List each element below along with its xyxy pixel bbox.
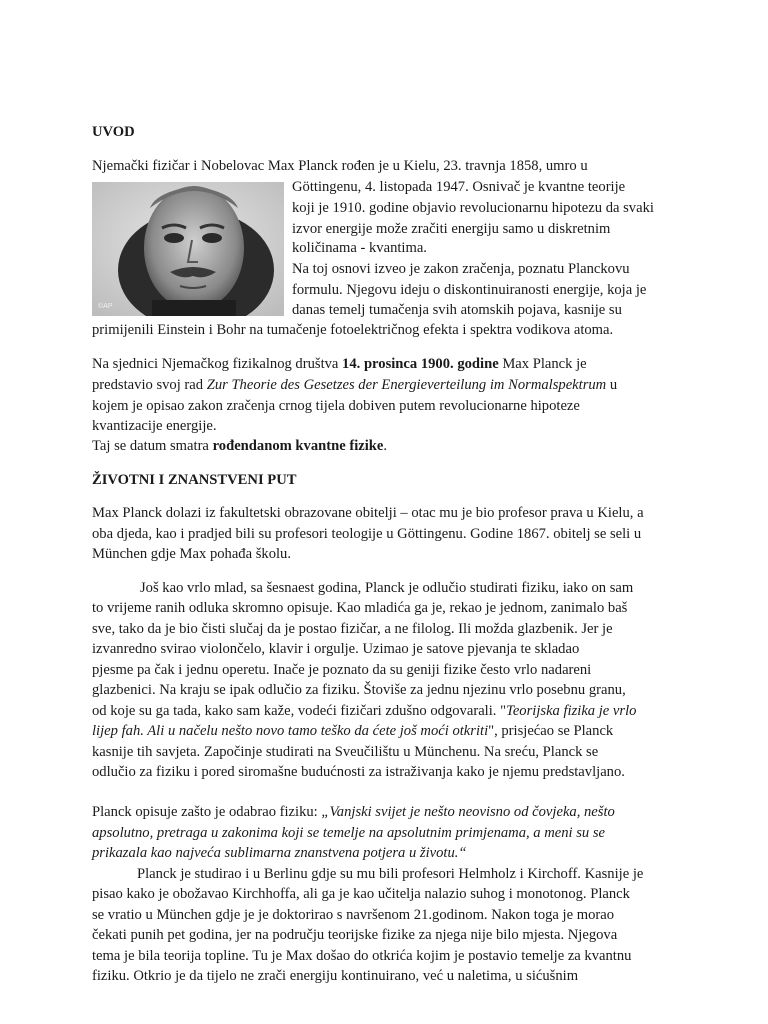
intro-p2-line: kojem je opisao zakon zračenja crnog tijela dobiven putem revolucionarne hipoteze — [92, 398, 580, 414]
intro-p2-line: kvantizacije energije. — [92, 418, 217, 434]
text-run: od koje su ga tada, kako sam kaže, vodeći fizičari zdušno odgovarali. " — [92, 703, 507, 719]
life-p4-line: pisao kako je obožavao Kirchhoffa, ali ga je kao učitelja nalazio suhog i monotonog. Planck — [92, 886, 630, 902]
text-run: ", prisjećao se Planck — [488, 723, 614, 739]
text-run: Na sjednici Njemačkog fizikalnog društva — [92, 356, 343, 372]
intro-p2-line — [92, 436, 387, 456]
life-p4-line: čekati punih pet godina, jer na području teorijske fizike za njega nije bilo mjesta. Njegova — [92, 927, 618, 943]
intro-line: Njemački fizičar i Nobelovac Max Planck rođen je u Kielu, 23. travnja 1858, umro u — [92, 158, 588, 174]
portrait-photo — [92, 182, 284, 316]
life-p2-line: odlučio za fiziku i pored siromašne budućnosti za istraživanja kako je njemu predstavljano. — [92, 764, 625, 780]
life-p2-line: kasnije tih savjeta. Započinje studirati na Sveučilištu u Münchenu. Na sreću, Planck se — [92, 744, 599, 760]
life-p4-line: tema je bila teorija topline. Tu je Max došao do otkrića kojim je postavio temelje za kvantnu — [92, 948, 632, 964]
intro-line: količinama - kvantima. — [292, 240, 427, 256]
text-run: Planck opisuje zašto je odabrao fiziku: — [92, 804, 322, 820]
section-heading-life: ŽIVOTNI I ZNANSTVENI PUT — [92, 472, 297, 488]
intro-p2-line — [92, 354, 587, 374]
intro-line: Göttingenu, 4. listopada 1947. Osnivač je kvantne teorije — [292, 179, 626, 195]
life-p4-line: Planck je studirao i u Berlinu gdje su mu bili profesori Helmholz i Kirchoff. Kasnije je — [137, 866, 644, 882]
life-p3-line — [92, 802, 615, 822]
date-emphasis: 14. prosinca 1900. godine — [342, 356, 499, 372]
life-p2-line — [92, 721, 613, 741]
birthday-emphasis: rođendanom kvantne fizike — [212, 438, 384, 454]
intro-line: koji je 1910. godine objavio revolucionarnu hipotezu da svaki — [292, 200, 654, 216]
life-p3-line — [92, 843, 467, 863]
intro-line: primijenili Einstein i Bohr na tumačenje fotoelektričnog efekta i spektra vodikova atoma. — [92, 322, 614, 338]
life-p1-line: oba djeda, kao i pradjed bili su profesori teologije u Göttingenu. Godine 1867. obitelj se seli u — [92, 526, 642, 542]
life-p2-line: Još kao vrlo mlad, sa šesnaest godina, Planck je odlučio studirati fiziku, iako on sam — [140, 580, 634, 596]
quote-run: lijep fah. Ali u načelu nešto novo tamo teško da ćete još moći otkriti — [92, 723, 489, 739]
life-p2-line: izvanredno svirao violončelo, klavir i orgulje. Uzimao je satove pjevanja te skladao — [92, 641, 580, 657]
portrait-photo-icon — [92, 182, 284, 316]
intro-line: Na toj osnovi izveo je zakon zračenja, poznatu Planckovu — [292, 261, 630, 277]
quote-run: Teorijska fizika je vrlo — [506, 703, 637, 719]
quote-run: prikazala kao najveća sublimarna znanstvena potjera u životu.“ — [92, 845, 467, 861]
quote-run: apsolutno, pretraga u zakonima koji se temelje na apsolutnim primjenama, a meni su se — [92, 825, 606, 841]
photo-credit: ©AP — [98, 303, 113, 310]
life-p2-line: sve, tako da je bio čisti slučaj da je postao fizičar, a ne filolog. Ili možda glazbenik. Jer je — [92, 621, 613, 637]
text-run: . — [383, 438, 388, 454]
intro-line: danas temelj tumačenja svih atomskih pojava, kasnije su — [292, 302, 622, 318]
life-p2-line: glazbenici. Na kraju se ipak odlučio za fiziku. Štoviše za jednu njezinu vrlo posebnu granu, — [92, 682, 626, 698]
life-p4-line: se vratio u München gdje je je doktorirao s navršenom 21.godinom. Nakon toga je morao — [92, 907, 615, 923]
text-run: u — [606, 377, 618, 393]
text-run: Max Planck je — [498, 356, 587, 372]
life-p3-line — [92, 823, 605, 843]
life-p2-line: to vrijeme ranih odluka skromno opisuje. Kao mladića ga je, rekao je jednom, zanimalo baš — [92, 600, 628, 616]
life-p1-line: Max Planck dolazi iz fakultetski obrazovane obitelji – otac mu je bio profesor prava u Kielu, a — [92, 505, 644, 521]
paper-title: Zur Theorie des Gesetzes der Energieverteilung im Normalspektrum — [206, 377, 607, 393]
intro-p2-line — [92, 375, 617, 395]
quote-run: „Vanjski svijet je nešto neovisno od čovjeka, nešto — [321, 804, 615, 820]
life-p2-line: pjesme pa čak i jednu operetu. Inače je poznato da su geniji fizike često vrlo nadareni — [92, 662, 592, 678]
text-run: predstavio svoj rad — [92, 377, 207, 393]
intro-line: formulu. Njegovu ideju o diskontinuiranosti energije, koja je — [292, 282, 647, 298]
life-p1-line: München gdje Max pohađa školu. — [92, 546, 292, 562]
intro-line: izvor energije može zračiti energiju samo u diskretnim — [292, 221, 611, 237]
section-heading-intro: UVOD — [92, 124, 135, 140]
life-p4-line: fiziku. Otkrio je da tijelo ne zrači energiju kontinuirano, već u naletima, u sićušnim — [92, 968, 579, 984]
text-run: Taj se datum smatra — [92, 438, 213, 454]
life-p2-line — [92, 701, 636, 721]
